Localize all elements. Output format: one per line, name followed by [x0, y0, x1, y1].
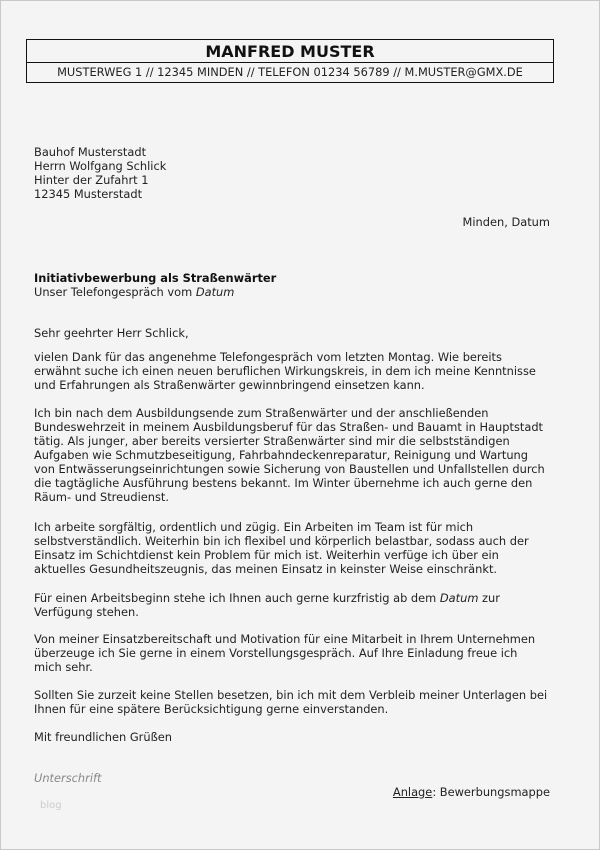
watermark: blog [40, 800, 62, 811]
attachment-note [393, 785, 550, 799]
paragraph-line: vielen Dank für das angenehme Telefongespräch vom letzten Montag. Wie bereits [34, 350, 502, 364]
subject-subline [34, 285, 276, 299]
sender-address: MUSTERWEG 1 // 12345 MINDEN // TELEFON 01234 56789 // M.MUSTER@GMX.DE [57, 65, 523, 79]
paragraph-line: selbstverständlich. Weiterhin bin ich flexibel und körperlich belastbar, sodass auch der [34, 534, 529, 548]
place-date: Minden, Datum [462, 215, 550, 229]
closing: Mit freundlichen Grüßen [34, 730, 172, 744]
paragraph-line: Aufgaben wie Schmutzbeseitigung, Fahrbahndeckenreparatur, Reinigung und Wartung [34, 448, 528, 462]
paragraph-line: und Erfahrungen als Straßenwärter gewinnbringend einsetzen kann. [34, 378, 425, 392]
salutation: Sehr geehrter Herr Schlick, [34, 326, 189, 340]
paragraph-line: Sollten Sie zurzeit keine Stellen besetzen, bin ich mit dem Verbleib meiner Unterlagen bei [34, 688, 548, 702]
recipient-address [34, 145, 166, 201]
paragraph-line: überzeuge ich Sie gerne in einem Vorstellungsgespräch. Auf Ihre Einladung freue ich [34, 646, 518, 660]
paragraph [34, 688, 547, 716]
signature: Unterschrift [34, 771, 102, 785]
paragraph-line: von Entwässerungseinrichtungen sowie Sicherung von Baustellen und Unfallstellen durch [34, 462, 545, 476]
paragraph-line: erwähnt suche ich einen neuen beruflichen Wirkungskreis, in dem ich meine Kenntnisse [34, 364, 536, 378]
paragraph-line [34, 591, 500, 605]
paragraph-line: Von meiner Einsatzbereitschaft und Motivation für eine Mitarbeit in Ihrem Unternehmen [34, 632, 536, 646]
attachment-sep: : [432, 785, 440, 799]
paragraph-line: Ihnen für eine spätere Berücksichtigung gerne einverstanden. [34, 702, 389, 716]
paragraph-line: tätig. Als junger, aber bereits versierter Straßenwärter sind mir die selbstständigen [34, 434, 510, 448]
paragraph [34, 591, 500, 619]
subject [34, 271, 276, 299]
paragraph [34, 350, 536, 392]
subject-sub-text: Unser Telefongespräch vom [34, 285, 196, 299]
recipient-line: Hinter der Zufahrt 1 [34, 173, 149, 187]
recipient-line: Bauhof Musterstadt [34, 145, 147, 159]
line-segment: zur [478, 591, 500, 605]
paragraph [34, 632, 535, 674]
paragraph-line: die tagtägliche Ausführung bestens bekannt. Im Winter übernehme ich auch gerne den [34, 476, 533, 490]
paragraph-line: Verfügung stehen. [34, 605, 139, 619]
attachment-label: Anlage [392, 785, 433, 799]
letterhead [26, 39, 554, 83]
paragraph-line: Einsatz im Schichtdienst kein Problem für mich ist. Weiterhin verfüge ich über ein [34, 548, 499, 562]
paragraph-line: mich sehr. [34, 660, 93, 674]
line-segment: Für einen Arbeitsbeginn stehe ich Ihnen auch gerne kurzfristig ab dem [34, 591, 440, 605]
sender-name: MANFRED MUSTER [27, 40, 553, 63]
recipient-line: 12345 Musterstadt [34, 187, 143, 201]
paragraph-line: aktuelles Gesundheitszeugnis, das meinen Einsatz in keinster Weise einschränkt. [34, 562, 498, 576]
date-placeholder: Datum [439, 591, 479, 605]
recipient-line: Herrn Wolfgang Schlick [34, 159, 167, 173]
subject-title: Initiativbewerbung als Straßenwärter [34, 271, 277, 285]
paragraph [34, 520, 529, 576]
paragraph-line: Ich arbeite sorgfältig, ordentlich und zügig. Ein Arbeiten im Team ist für mich [34, 520, 474, 534]
attachment-value: Bewerbungsmappe [439, 785, 550, 799]
subject-sub-date: Datum [195, 285, 235, 299]
paragraph-line: Räum- und Streudienst. [34, 490, 169, 504]
paragraph-line: Ich bin nach dem Ausbildungsende zum Straßenwärter und der anschließenden [34, 406, 489, 420]
paragraph-line: Bundeswehrzeit in meinem Ausbildungsberuf für das Straßen- und Bauamt in Hauptstadt [34, 420, 544, 434]
paragraph [34, 406, 545, 504]
